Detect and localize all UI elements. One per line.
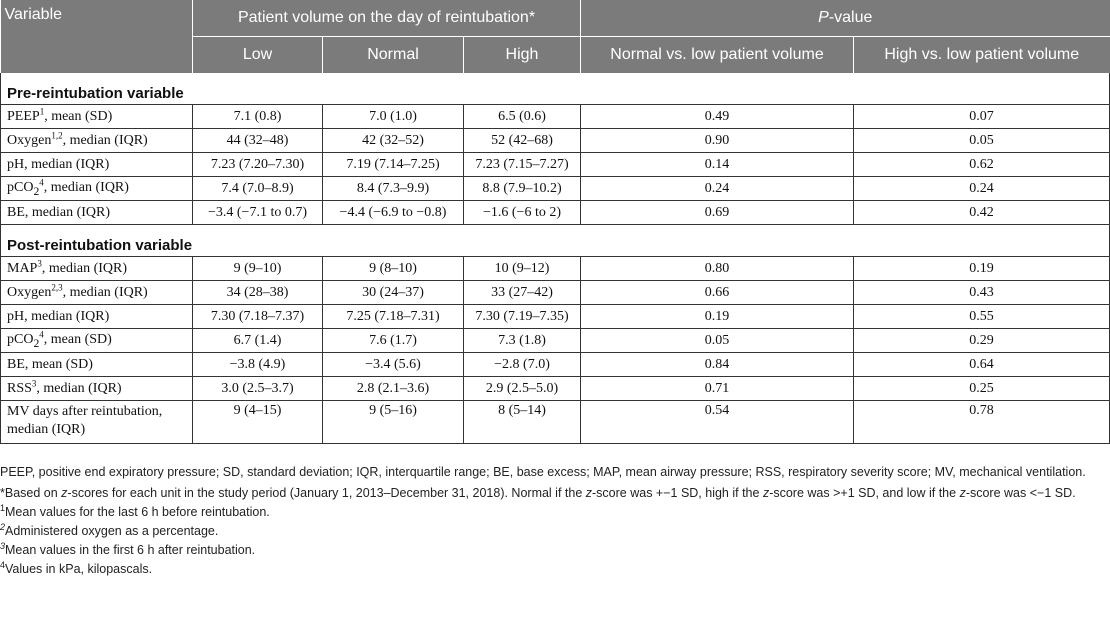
cell-normal: 2.8 (2.1–3.6) (323, 377, 464, 401)
cell-low: 7.30 (7.18–7.37) (193, 305, 323, 329)
cell-high: 52 (42–68) (464, 129, 581, 153)
cell-low: 7.23 (7.20–7.30) (193, 153, 323, 177)
row-variable-label (1, 401, 193, 444)
cell-normal: 42 (32–52) (323, 129, 464, 153)
cell-p-normal-low: 0.24 (581, 177, 854, 201)
variable-name: Oxygen (7, 132, 52, 148)
cell-p-high-low: 0.05 (854, 129, 1110, 153)
table-row (1, 129, 1110, 153)
cell-p-normal-low: 0.71 (581, 377, 854, 401)
cell-normal: 9 (8–10) (323, 257, 464, 281)
cell-low: 34 (28–38) (193, 281, 323, 305)
section-row-pre (1, 73, 1110, 105)
header-high: High (464, 36, 581, 73)
variable-statistic: , median (IQR) (43, 179, 129, 195)
cell-p-high-low: 0.19 (854, 257, 1110, 281)
variable-name: pH (7, 156, 25, 172)
header-variable: Variable (1, 0, 193, 73)
table-row (1, 377, 1110, 401)
cell-p-normal-low: 0.69 (581, 201, 854, 225)
variable-name: MAP (7, 260, 38, 276)
cell-p-high-low: 0.07 (854, 105, 1110, 129)
cell-high: 8.8 (7.9–10.2) (464, 177, 581, 201)
cell-high: 7.3 (1.8) (464, 329, 581, 353)
row-variable-label (1, 353, 193, 377)
table-row (1, 201, 1110, 225)
table-row (1, 177, 1110, 201)
row-variable-label (1, 129, 193, 153)
cell-p-high-low: 0.24 (854, 177, 1110, 201)
cell-p-normal-low: 0.49 (581, 105, 854, 129)
cell-high: 7.23 (7.15–7.27) (464, 153, 581, 177)
variable-footnote-mark: 4 (39, 328, 44, 339)
variable-statistic: , mean (SD) (43, 331, 112, 347)
cell-high: −1.6 (−6 to 2) (464, 201, 581, 225)
header-p-value (581, 0, 1110, 36)
cell-high: −2.8 (7.0) (464, 353, 581, 377)
table-row (1, 329, 1110, 353)
cell-low: 7.4 (7.0–8.9) (193, 177, 323, 201)
variable-name: PEEP (7, 108, 40, 124)
header-p-suffix: -value (828, 8, 873, 26)
header-p-letter: P (818, 8, 829, 26)
cell-p-normal-low: 0.84 (581, 353, 854, 377)
footnote-3: $^3$Mean values in the first 6 h after reintubation. (0, 540, 256, 557)
variable-name: pCO (7, 179, 34, 195)
variable-statistic: , median (IQR) (36, 380, 122, 396)
cell-high: 8 (5–14) (464, 401, 581, 444)
table-row (1, 305, 1110, 329)
cell-normal: −3.4 (5.6) (323, 353, 464, 377)
footnote-1: $^1$Mean values for the last 6 h before reintubation. (0, 502, 270, 519)
cell-p-high-low: 0.42 (854, 201, 1110, 225)
table-row (1, 401, 1110, 444)
cell-high: 10 (9–12) (464, 257, 581, 281)
variable-footnote-mark: 2,3 (51, 281, 63, 292)
variable-statistic: , median (IQR) (62, 284, 148, 300)
variable-footnote-mark: 4 (39, 176, 44, 187)
cell-p-high-low: 0.29 (854, 329, 1110, 353)
variable-name: Oxygen (7, 284, 52, 300)
cell-high: 33 (27–42) (464, 281, 581, 305)
variable-statistic: , mean (SD) (44, 108, 113, 124)
cell-low: 3.0 (2.5–3.7) (193, 377, 323, 401)
row-variable-label (1, 377, 193, 401)
cell-p-high-low: 0.78 (854, 401, 1110, 444)
variable-subscript: 2 (33, 336, 40, 350)
table-row (1, 105, 1110, 129)
cell-p-normal-low: 0.80 (581, 257, 854, 281)
table-body (1, 73, 1110, 444)
cell-normal: 9 (5–16) (323, 401, 464, 444)
cell-low: −3.4 (−7.1 to 0.7) (193, 201, 323, 225)
variable-name: RSS (7, 380, 32, 396)
variable-name: pCO (7, 331, 34, 347)
row-variable-label (1, 257, 193, 281)
section-title-post: Post-reintubation variable (1, 225, 1110, 257)
footnote-star: *Based on z-scores for each unit in the study period (January 1, 2013–December 31, 2018). Normal if the z-score was +−1 SD, high if the z-score was >+1 SD, and low if the z-score was <−1 SD. (0, 486, 1076, 500)
row-variable-label (1, 177, 193, 201)
row-variable-label (1, 153, 193, 177)
footnote-abbreviations: PEEP, positive end expiratory pressure; SD, standard deviation; IQR, interquartile range; BE, base excess; MAP, mean airway pressure; RSS, respiratory severity score; MV, mechanical ventilation. (0, 465, 1086, 479)
cell-low: 44 (32–48) (193, 129, 323, 153)
cell-high: 6.5 (0.6) (464, 105, 581, 129)
cell-normal: 7.0 (1.0) (323, 105, 464, 129)
cell-p-normal-low: 0.90 (581, 129, 854, 153)
variable-statistic: , median (IQR) (62, 132, 148, 148)
cell-normal: 7.6 (1.7) (323, 329, 464, 353)
cell-p-normal-low: 0.54 (581, 401, 854, 444)
cell-high: 2.9 (2.5–5.0) (464, 377, 581, 401)
cell-p-normal-low: 0.19 (581, 305, 854, 329)
cell-p-high-low: 0.62 (854, 153, 1110, 177)
section-row-post (1, 225, 1110, 257)
cell-p-high-low: 0.43 (854, 281, 1110, 305)
header-row-top (1, 0, 1110, 36)
cell-low: −3.8 (4.9) (193, 353, 323, 377)
variable-name: MV days after reintubation, median (IQR) (7, 404, 163, 437)
variable-footnote-mark: 3 (37, 257, 42, 268)
cell-normal: 7.25 (7.18–7.31) (323, 305, 464, 329)
variable-statistic: , mean (SD) (24, 356, 93, 372)
variable-statistic: , median (IQR) (24, 308, 110, 324)
cell-high: 7.30 (7.19–7.35) (464, 305, 581, 329)
footnote-2: $^2$Administered oxygen as a percentage. (0, 521, 219, 538)
variable-footnote-mark: 1 (39, 105, 45, 116)
row-variable-label (1, 201, 193, 225)
header-high-vs-low: High vs. low patient volume (854, 36, 1110, 73)
cell-normal: −4.4 (−6.9 to −0.8) (323, 201, 464, 225)
cell-p-high-low: 0.25 (854, 377, 1110, 401)
table-row (1, 353, 1110, 377)
variable-footnote-mark: 3 (31, 377, 37, 388)
cell-normal: 30 (24–37) (323, 281, 464, 305)
table-row (1, 257, 1110, 281)
row-variable-label (1, 105, 193, 129)
cell-normal: 7.19 (7.14–7.25) (323, 153, 464, 177)
variable-statistic: , median (IQR) (24, 204, 111, 220)
cell-low: 7.1 (0.8) (193, 105, 323, 129)
cell-normal: 8.4 (7.3–9.9) (323, 177, 464, 201)
cell-low: 9 (9–10) (193, 257, 323, 281)
cell-p-high-low: 0.64 (854, 353, 1110, 377)
header-volume-group: Patient volume on the day of reintubation* (193, 0, 581, 36)
variable-statistic: , median (IQR) (24, 156, 110, 172)
cell-p-normal-low: 0.05 (581, 329, 854, 353)
table-row (1, 281, 1110, 305)
table-footnotes (0, 463, 1110, 579)
cell-p-normal-low: 0.66 (581, 281, 854, 305)
variable-subscript: 2 (33, 184, 40, 198)
variable-name: pH (7, 308, 25, 324)
header-normal: Normal (323, 36, 464, 73)
table-row (1, 153, 1110, 177)
row-variable-label (1, 281, 193, 305)
cell-low: 9 (4–15) (193, 401, 323, 444)
header-normal-vs-low: Normal vs. low patient volume (581, 36, 854, 73)
variable-footnote-mark: 1,2 (51, 129, 63, 140)
row-variable-label (1, 329, 193, 353)
variable-statistic: , median (IQR) (41, 260, 128, 276)
cell-low: 6.7 (1.4) (193, 329, 323, 353)
variable-name: BE (7, 356, 25, 372)
header-low: Low (193, 36, 323, 73)
footnote-4: $^4$Values in kPa, kilopascals. (0, 559, 153, 576)
cell-p-high-low: 0.55 (854, 305, 1110, 329)
variable-name: BE (7, 204, 25, 220)
section-title-pre: Pre-reintubation variable (1, 73, 1110, 105)
row-variable-label (1, 305, 193, 329)
cell-p-normal-low: 0.14 (581, 153, 854, 177)
